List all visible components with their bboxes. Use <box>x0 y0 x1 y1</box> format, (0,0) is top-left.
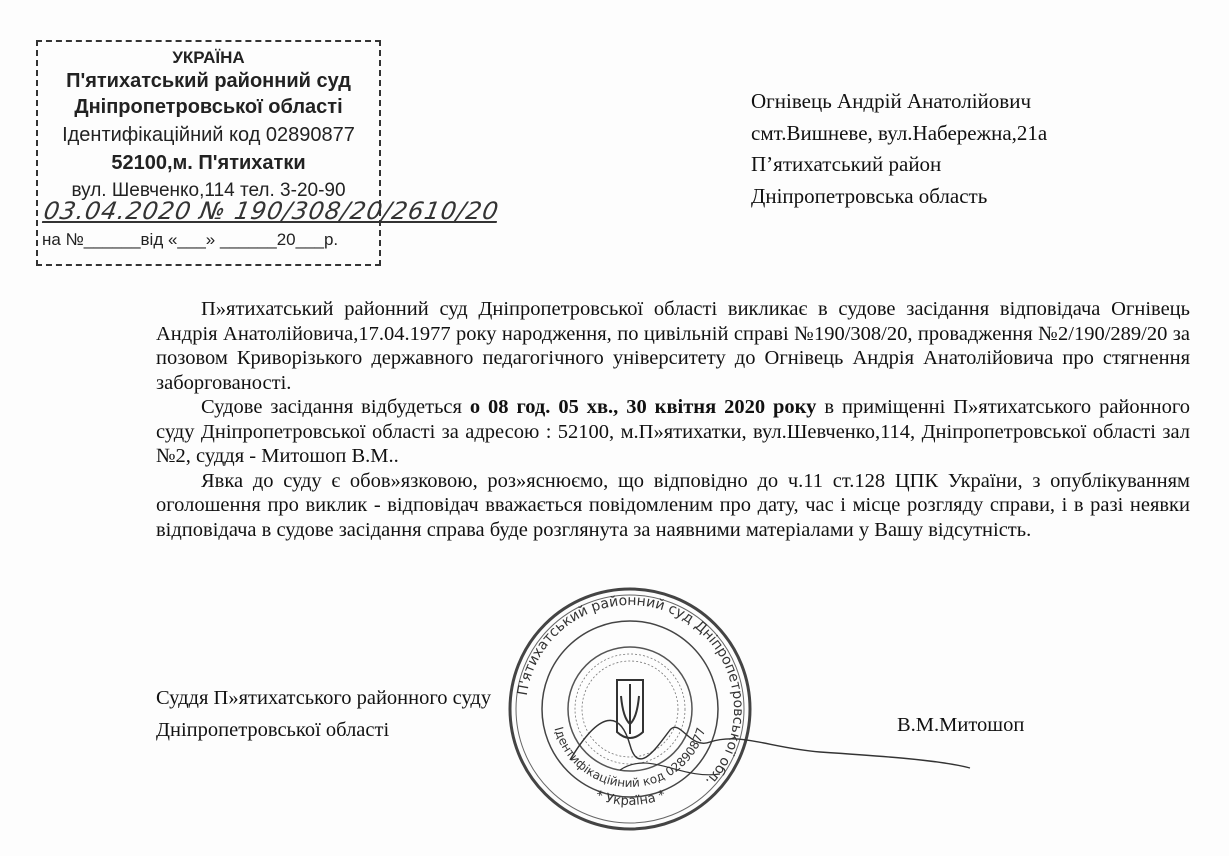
signature-title-line1: Суддя П»ятихатського районного суду <box>156 687 492 709</box>
stamp-country: УКРАЇНА <box>172 48 245 67</box>
summons-paragraph-2 <box>156 395 1190 469</box>
paragraph-2-intro: Судове засідання відбудеться <box>201 396 470 418</box>
addressee-street: смт.Вишневе, вул.Набережна,21а <box>751 120 1048 145</box>
summons-paragraph-3: Явка до суду є обов»язковою, роз»яснюємо, що відповідно до ч.11 ст.128 ЦПК України, з опублікуванням оголошення про виклик - відповідач вважається повідомленим про дату, час і місце розгляду справи, і в разі неявки відповідача в судове засідання справа буде розглянута за наявними матеріалами у Вашу відсутність. <box>156 469 1190 541</box>
stamp-address: вул. Шевченко,114 тел. 3-20-90 <box>71 180 346 201</box>
addressee-region: Дніпропетровська область <box>751 183 988 208</box>
stamp-court-name: П'ятихатський районний суд <box>66 70 351 92</box>
summons-body <box>156 297 1190 542</box>
summons-paragraph-1: П»ятихатський районний суд Дніпропетровської області викликає в судове засідання відповідача Огнівець Андрія Анатолійовича,17.04.1977 року народження, по цивільній справі №190/308/20, провадження №2/190/289/20 за позовом Криворізького державного педагогічного університету до Огнівець Андрія Анатолійовича про стягнення заборгованості. <box>156 298 1190 394</box>
seal-outer-text: П'ятихатський районний суд Дніпропетровської обл. <box>514 592 747 790</box>
stamp-region: Дніпропетровської області <box>74 96 343 118</box>
addressee-name: Огнівець Андрій Анатолійович <box>751 89 1032 113</box>
signature-title-line2: Дніпропетровської області <box>156 719 390 741</box>
stamp-handwritten-reference: 03.04.2020 № 190/308/20/2610/20 <box>41 197 502 225</box>
handwritten-signature-icon <box>560 690 980 800</box>
hearing-datetime: о 08 год. 05 хв., 30 квітня 2020 року <box>469 396 817 418</box>
court-stamp <box>36 40 502 266</box>
seal-bottom-text: * Україна * <box>593 787 668 810</box>
signer-name: В.М.Митошоп <box>897 714 1025 736</box>
addressee-block <box>751 86 1047 212</box>
seal-inner-text: Ідентифікаційний код 02890877 <box>551 725 709 791</box>
addressee-district: П’ятихатський район <box>751 152 942 176</box>
stamp-id-code: Ідентифікаційний код 02890877 <box>62 124 355 146</box>
signature-block <box>156 682 491 746</box>
paragraph-2-rest: в приміщенні П»ятихатського районного суду Дніпропетровської області за адресою : 52100, м.П»ятихатки, вул.Шевченко,114, Дніпропетровської області зал №2, суддя - Митошоп В.М.. <box>156 396 1190 467</box>
stamp-city: 52100,м. П'ятихатки <box>111 152 306 174</box>
stamp-reference-template: на №______від «___» ______20___р. <box>42 230 339 249</box>
